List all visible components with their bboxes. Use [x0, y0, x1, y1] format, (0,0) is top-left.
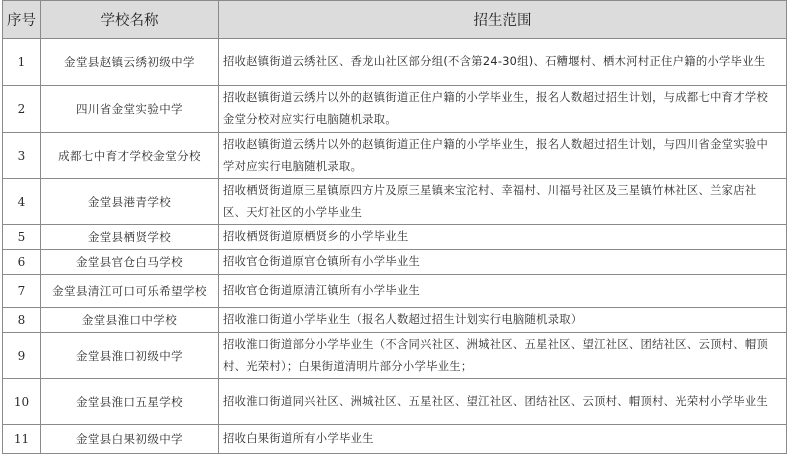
table-row — [3, 225, 787, 250]
header-row — [3, 1, 787, 39]
enrollment-scope: 招收赵镇街道云绣片以外的赵镇街道正住户籍的小学毕业生，报名人数超过招生计划，与成都七中育才学校金堂分校对应实行电脑随机录取。 — [219, 86, 787, 133]
enrollment-scope: 招收栖贤街道原栖贤乡的小学毕业生 — [219, 225, 787, 250]
row-number: 9 — [3, 333, 41, 379]
enrollment-scope: 招收赵镇街道云绣片以外的赵镇街道正住户籍的小学毕业生，报名人数超过招生计划，与四川省金堂实验中学对应实行电脑随机录取。 — [219, 133, 787, 179]
school-name: 金堂县淮口五星学校 — [41, 379, 219, 425]
school-name: 金堂县清江可口可乐希望学校 — [41, 275, 219, 308]
table-row — [3, 250, 787, 275]
enrollment-scope: 招收栖贤街道原三星镇原四方片及原三星镇来宝沱村、幸福村、川福号社区及三星镇竹林社区、兰家店社区、天灯社区的小学毕业生 — [219, 179, 787, 225]
header-school: 学校名称 — [41, 1, 219, 39]
enrollment-scope: 招收淮口街道同兴社区、洲城社区、五星社区、望江社区、团结社区、云顶村、帽顶村、光荣村小学毕业生 — [219, 379, 787, 425]
school-name: 金堂县白果初级中学 — [41, 425, 219, 454]
enrollment-scope: 招收淮口街道小学毕业生（报名人数超过招生计划实行电脑随机录取） — [219, 308, 787, 333]
school-name: 成都七中育才学校金堂分校 — [41, 133, 219, 179]
enrollment-scope: 招收淮口街道部分小学毕业生（不含同兴社区、洲城社区、五星社区、望江社区、团结社区、云顶村、帽顶村、光荣村）；白果街道清明片部分小学毕业生； — [219, 333, 787, 379]
school-name: 金堂县栖贤学校 — [41, 225, 219, 250]
school-name: 金堂县赵镇云绣初级中学 — [41, 39, 219, 86]
row-number: 2 — [3, 86, 41, 133]
row-number: 8 — [3, 308, 41, 333]
school-name: 金堂县官仓白马学校 — [41, 250, 219, 275]
row-number: 10 — [3, 379, 41, 425]
table-row — [3, 179, 787, 225]
table-row — [3, 275, 787, 308]
table-row — [3, 425, 787, 454]
row-number: 1 — [3, 39, 41, 86]
row-number: 11 — [3, 425, 41, 454]
header-scope: 招生范围 — [219, 1, 787, 39]
row-number: 7 — [3, 275, 41, 308]
row-number: 6 — [3, 250, 41, 275]
school-name: 金堂县淮口中学校 — [41, 308, 219, 333]
enrollment-scope: 招收官仓街道原清江镇所有小学毕业生 — [219, 275, 787, 308]
row-number: 4 — [3, 179, 41, 225]
school-name: 四川省金堂实验中学 — [41, 86, 219, 133]
enrollment-scope: 招收赵镇街道云绣社区、香龙山社区部分组(不含第24-30组)、石糟堰村、栖木河村正住户籍的小学毕业生 — [219, 39, 787, 86]
header-index: 序号 — [3, 1, 41, 39]
table-row — [3, 379, 787, 425]
table-row — [3, 333, 787, 379]
school-name: 金堂县淮口初级中学 — [41, 333, 219, 379]
enrollment-table — [2, 0, 787, 454]
school-name: 金堂县港青学校 — [41, 179, 219, 225]
table-row — [3, 308, 787, 333]
enrollment-scope: 招收官仓街道原官仓镇所有小学毕业生 — [219, 250, 787, 275]
table-row — [3, 133, 787, 179]
enrollment-scope: 招收白果街道所有小学毕业生 — [219, 425, 787, 454]
table-row — [3, 86, 787, 133]
row-number: 3 — [3, 133, 41, 179]
table-row — [3, 39, 787, 86]
row-number: 5 — [3, 225, 41, 250]
